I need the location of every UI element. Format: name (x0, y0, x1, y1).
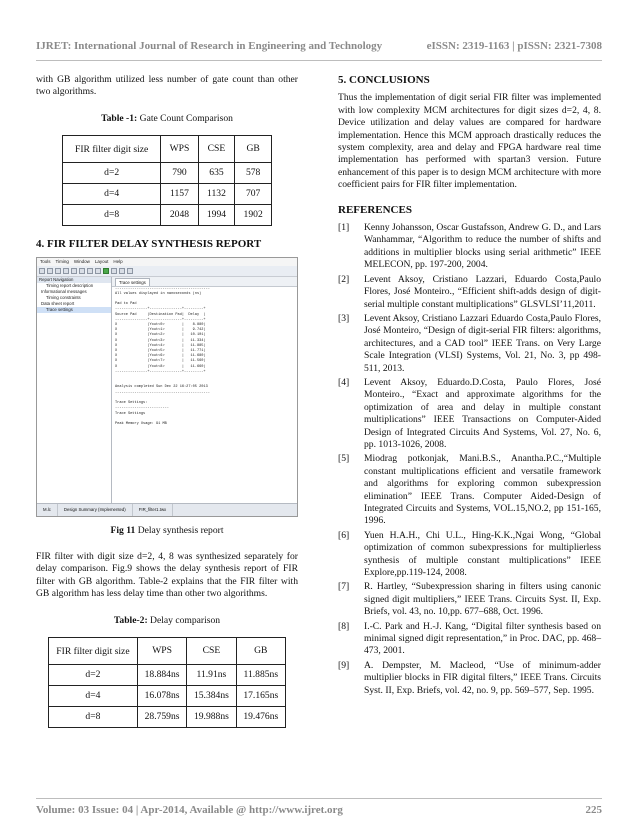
table2-caption: Table-2: Delay comparison (113, 614, 221, 626)
run-icon (103, 268, 109, 274)
issn: eISSN: 2319-1163 | pISSN: 2321-7308 (426, 40, 602, 52)
nav-item: Data sheet report (41, 300, 75, 306)
report-tab: Trace settings (115, 278, 150, 286)
page-number: 225 (585, 804, 602, 816)
table-row: d=2 790 635 578 (63, 163, 272, 184)
section5-heading: 5. CONCLUSIONS (338, 74, 430, 86)
toolbar-icon (79, 268, 85, 274)
journal-title: IJRET: International Journal of Research in Engineering and Technology (36, 40, 383, 52)
reference-item: [3] Levent Aksoy, Cristiano Lazzari Eduardo Costa,Paulo Flores, José Monteiro, “Design of digit-serial FIR filters: algorithms, architectures, and a CAD tool” IEEE Trans. on Very Large Scale Integration (VLSI) Systems, Vol. 21, No. 3, pp 498-511, 2013. (338, 312, 601, 374)
table-header-row: FIR filter digit size WPS CSE GB (63, 136, 272, 163)
toolbar-icon (127, 268, 133, 274)
reference-item: [4] Levent Aksoy, Eduardo.D.Costa, Paulo Flores, José Monteiro., “Exact and approximate algorithms for the optimization of area and delay in multiple constant multiplications” IEEE Transactions on Computer-Aided Design of Integrated Circuits And Systems, Vol. 27, No. 6, pp. 1013-1026, 2008. (338, 376, 601, 450)
toolbar-icon (63, 268, 69, 274)
report-tab-bar (112, 277, 297, 287)
table-row: d=2 18.884ns 11.91ns 11.885ns (49, 665, 286, 686)
menu-bar: Tools Timing Window Layout Help (37, 258, 297, 266)
nav-item-selected: Trace settings (37, 307, 111, 313)
status-item: FIR_filter1.twx (133, 504, 173, 516)
gate-count-table (62, 135, 272, 226)
delay-paragraph: FIR filter with digit size d=2, 4, 8 was synthesized separately for delay comparison. Fig.9 shows the delay synthesis report of FIR filter with GB algorithm. Table-2 explains that the FIR filter with GB algorithm has less delay time than other two algorithms. (36, 551, 298, 600)
section4-heading: 4. FIR FILTER DELAY SYNTHESIS REPORT (36, 238, 262, 251)
nav-item: Timing constraints (46, 294, 81, 300)
toolbar-icon (71, 268, 77, 274)
report-main-pane (112, 277, 297, 504)
right-column (338, 74, 601, 699)
table-row: d=8 28.759ns 19.988ns 19.476ns (49, 707, 286, 728)
conclusion-paragraph: Thus the implementation of digit serial FIR filter was implemented with low complexity MCM architectures for digit sizes d=2, 4, 8. Device utilization and delay values are compared for hardware implementation. Hence this MCM approach drastically reduces the system complexity, area and delay and FPGA hardware real time implementation has performed with spartan3 version. Future enhancement of this paper is to design MCM architecture with more coefficient pairs for FIR filter implementation. (338, 92, 601, 191)
window-panes (37, 277, 297, 504)
status-item: Design Summary (Implemented) (58, 504, 133, 516)
toolbar-icon (87, 268, 93, 274)
table-header-row: FIR filter digit size WPS CSE GB (49, 638, 286, 665)
reference-item: [6] Yuen H.A.H., Chi U.L., Hing-K.K.,Ngai Wong, “Global optimization of common subexpressions for multiplierless synthesis of multiple constant multiplications” IEEE Explore,pp.119-124, 2008. (338, 529, 601, 579)
toolbar-icon (95, 268, 101, 274)
status-item: M.lc (37, 504, 58, 516)
delay-table (48, 637, 286, 728)
nav-item: Timing report description (46, 282, 94, 288)
page-header (36, 40, 602, 56)
toolbar-icon (111, 268, 117, 274)
footer-rule (36, 798, 602, 799)
header-rule (36, 60, 602, 61)
toolbar-icon (47, 268, 53, 274)
volume-info: Volume: 03 Issue: 04 | Apr-2014, Available @ http://www.ijret.org (36, 804, 343, 816)
nav-item: Informational messages (41, 288, 87, 294)
reference-item: [7] R. Hartley, “Subexpression sharing in filters using canonic signed digit multipliers,” IEEE Trans. Circuits Syst. II, Exp. Briefs, vol. 43, no. 10,pp. 677–688, Oct. 1996. (338, 581, 601, 618)
timing-report-text: -------------------------------------------- All values displayed in nanoseconds (ns) Pad to Pad ---------------+---------------+---------+ Source Pad |Destination Pad| Delay | ---------------+---------------+---------+ X |Yout<0> | 8.880| X |Yout<1> | 9.742| X |Yout<2> | 10.101| X |Yout<3> | 11.334| X |Yout<4> | 11.885| X |Yout<5> | 11.771| X |Yout<6> | 11.680| X |Yout<7> | 11.560| X |Yout<8> | 11.660| ---------------+---------------+---------+ Analysis completed Sun Dec 22 16:27:05 2013 -------------------------------------------- Trace Settings: ------------------------- Trace Settings Peak Memory Usage: 91 MB (115, 286, 210, 426)
reference-item: [8] I.-C. Park and H.-J. Kang, “Digital filter synthesis based on minimal signed digit representation,” in Proc. DAC, pp. 468–473, 2001. (338, 620, 601, 657)
reference-item: [9] A. Dempster, M. Macleod, “Use of minimum-adder multiplier blocks in FIR digital filters,” IEEE Trans. Circuits Syst. II, Exp. Briefs, vol. 42, no. 9, pp. 569–577, Sep. 1995. (338, 659, 601, 696)
table1-caption: Table -1: Gate Count Comparison (101, 112, 233, 124)
toolbar (37, 266, 297, 277)
toolbar-icon (55, 268, 61, 274)
delay-report-screenshot (36, 257, 298, 517)
reference-item: [2] Levent Aksoy, Cristiano Lazzari, Eduardo Costa,Paulo Flores, José Monteiro., “Efficient shift-adds design of digit-serial multiple constant multiplications” GLSVLSI’11,2011. (338, 273, 601, 310)
toolbar-icon (39, 268, 45, 274)
figure-caption: Fig 11 Delay synthesis report (110, 524, 224, 536)
reference-item: [5] Miodrag potkonjak, Mani.B.S., Anantha.P.C.,“Multiple constant multiplications efficient and versatile framework and algorithms for exploring common subexpression elimination” IEEE Trans. Computer Aided-Design of Integrated Circuits and Systems, VOL.15,NO.2, pp 151-165, 1996. (338, 453, 601, 527)
nav-title: Report Navigation (37, 277, 111, 283)
reference-item: [1] Kenny Johansson, Oscar Gustafsson, Andrew G. D., and Lars Wanhammar, “Algorithm to reduce the number of shifts and additions in multiplier blocks using serial arithmetic” IEEE MELECON, pp. 197-200, 2004. (338, 222, 601, 271)
references-heading: REFERENCES (338, 203, 412, 216)
table-row: d=8 2048 1994 1902 (63, 205, 272, 226)
toolbar-icon (119, 268, 125, 274)
page-footer (36, 804, 602, 818)
status-bar (37, 503, 297, 516)
intro-paragraph: with GB algorithm utilized less number of gate count than other two algorithms. (36, 74, 298, 98)
left-column (36, 74, 298, 728)
table-row: d=4 1157 1132 707 (63, 184, 272, 205)
table-row: d=4 16.078ns 15.384ns 17.165ns (49, 686, 286, 707)
reference-list (338, 222, 601, 697)
report-navigation-pane (37, 277, 112, 504)
